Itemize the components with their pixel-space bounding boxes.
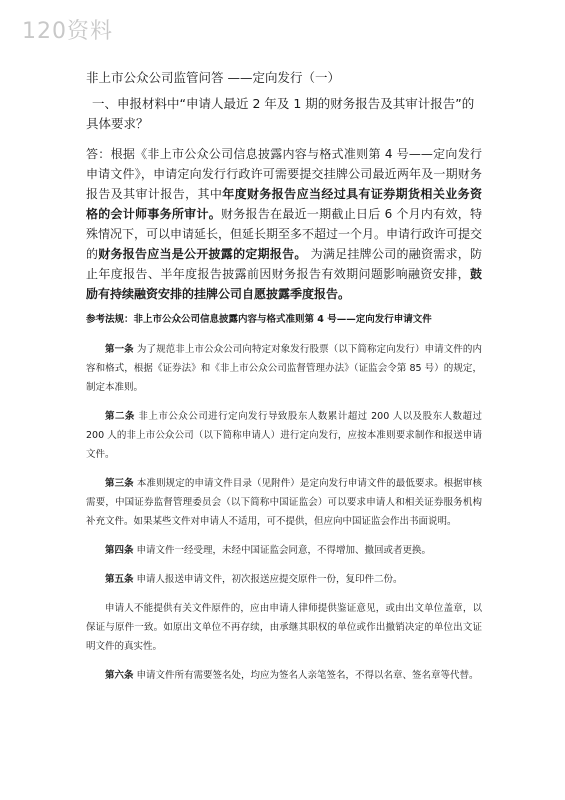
- answer-bold-1: 年度财务报告应当经过具有证券期货相关业务资格的会计师事务所审计。: [86, 187, 482, 221]
- reference-heading: 参考法规：非上市公众公司信息披露内容与格式准则第 4 号——定向发行申请文件: [86, 314, 432, 325]
- article-text: 申请人报送申请文件，初次报送应提交原件一份，复印件二份。: [133, 574, 403, 585]
- article-text: 申请文件所有需要签名处，均应为签名人亲笔签名，不得以名章、签名章等代替。: [133, 670, 479, 681]
- article-text: 本准则规定的申请文件目录（见附件）是定向发行申请文件的最低要求。根据审核需要，中国证券监督管理委员会（以下简称中国证监会）可以要求申请人和相关证券服务机构补充文件。如果某些文件对申请人不适用，可不提供，但应向中国证监会作出书面说明。: [86, 478, 482, 527]
- answer-bold-3: 鼓励有持续融资安排的挂牌公司自愿披露季度报告。: [86, 267, 482, 301]
- article-paragraph: [86, 340, 482, 397]
- article-label: 第二条: [105, 411, 135, 422]
- question-heading: 一、申报材料中“申请人最近 2 年及 1 期的财务报告及其审计报告”的具体要求？: [86, 96, 475, 131]
- article-paragraph: [86, 666, 482, 685]
- article-paragraph: [86, 599, 482, 656]
- article-label: 第一条: [105, 344, 134, 355]
- article-text: 为了规范非上市公众公司向特定对象发行股票（以下简称定向发行）申请文件的内容和格式，根据《证券法》和《非上市公众公司监督管理办法》（证监会令第 85 号）的规定，制定本准则。: [86, 344, 482, 393]
- answer-bold-2: 财务报告应当是公开披露的定期报告。: [98, 247, 307, 261]
- article-paragraph: [86, 474, 482, 531]
- article-label: 第六条: [105, 670, 134, 681]
- watermark: 120资料: [22, 19, 113, 44]
- article-text: 申请文件一经受理，未经中国证监会同意，不得增加、撤回或者更换。: [133, 545, 432, 556]
- document-title: 非上市公众公司监管问答 ——定向发行（一）: [86, 70, 340, 85]
- answer-text-1: 答：根据《非上市公众公司信息披露内容与格式准则第 4 号——定向发行申请文件》，申请定向发行行政许可需要提交挂牌公司最近两年及一期财务报告及其审计报告，其中: [86, 147, 482, 201]
- answer-text-2: 财务报告在最近一期截止日后 6 个月内有效，特殊情况下，可以申请延长，但延长期至多不超过一个月。申请行政许可提交的: [86, 207, 483, 261]
- article-paragraph: [86, 570, 482, 589]
- article-label: 第四条: [105, 545, 134, 556]
- document-page: [86, 68, 482, 695]
- answer-text-3: 为满足挂牌公司的融资需求，防止年度报告、半年度报告披露前因财务报告有效期问题影响融资安排，: [86, 247, 482, 281]
- answer-paragraph: [86, 144, 482, 304]
- article-label: 第三条: [105, 478, 134, 489]
- article-paragraph: [86, 407, 482, 464]
- article-text: 申请人不能提供有关文件原件的，应由申请人律师提供鉴证意见，或由出文单位盖章，以保证与原件一致。如原出文单位不再存续，由承继其职权的单位或作出撤销决定的单位出文证明文件的真实性。: [86, 603, 482, 652]
- article-paragraph: [86, 541, 482, 560]
- article-text: 非上市公众公司进行定向发行导致股东人数累计超过 200 人以及股东人数超过 200 人的非上市公众公司（以下简称申请人）进行定向发行，应按本准则要求制作和报送申请文件。: [86, 411, 482, 460]
- article-label: 第五条: [105, 574, 134, 585]
